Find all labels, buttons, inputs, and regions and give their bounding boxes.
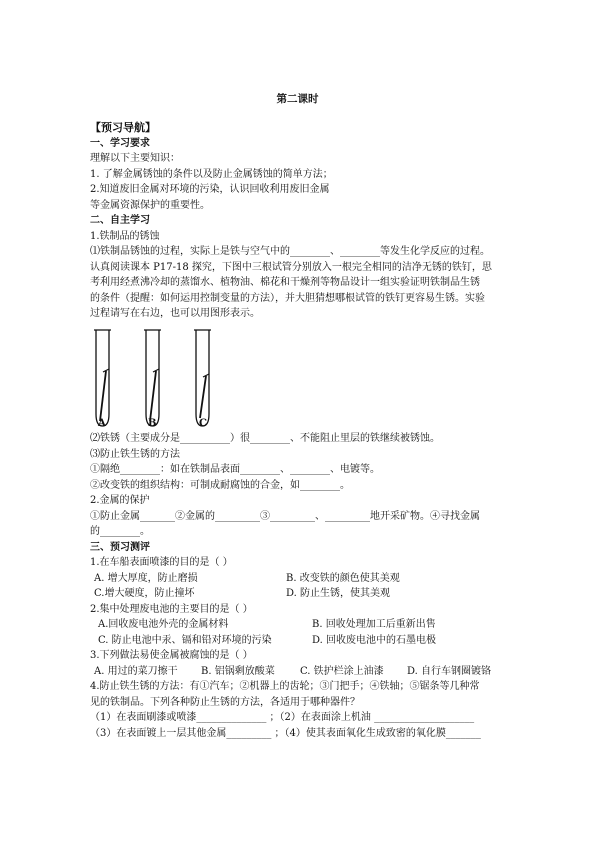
q2-option-a: A.回收废电池外壳的金属材料 [98,619,229,630]
rust-description: ⑵铁锈（主要成分是__________）很________、不能阻止里层的铁继续被锈蚀。 [90,433,440,444]
iron-nail-c [200,376,206,418]
q3-option-a: A. 用过的菜刀擦干 [94,666,178,677]
q3-option-b: B. 铝锅剩放酸菜 [201,666,275,677]
question-4-line2: 见的铁制品。下列各种防止生锈的方法，各适用于哪种器件？ [90,697,360,708]
tube-label-c: C [199,418,207,429]
tube-label-a: A [98,418,106,429]
heading-self-study: 二、自主学习 [90,215,150,226]
tube-label-b: B [148,418,157,429]
q1-option-a: A. 增大厚度，防止磨损 [94,573,198,584]
q1-option-d: D. 防止生锈，使其美观 [286,588,391,599]
q3-option-d: D. 自行车钢圈镀铬 [407,666,492,677]
question-4-line1: 4.防止铁生锈的方法：有①汽车；②机器上的齿轮；③门把手；④铁轴；⑤锯条等几种常 [90,681,480,692]
subheading-rusting: 1.铁制品的锈蚀 [90,231,160,242]
protection-line2: 的________。 [90,526,150,537]
experiment-text-line1: 认真阅读课本 P17-18 探究，下图中三根试管分别放入一根完全相同的洁净无锈的铁钉，思 [90,262,492,273]
test-tube-b [144,330,161,426]
heading-preview-test: 三、预习测评 [90,542,150,553]
iron-nail-b [150,371,156,421]
question-3: 3.下列做法易使金属被腐蚀的是（ ） [90,650,253,661]
prevention-heading: ⑶防止铁生锈的方法 [90,449,180,460]
question-1: 1.在车船表面喷漆的目的是（ ） [90,557,233,568]
question-4-line3: （1）在表面刷漆或喷漆______________ ；（2）在表面涂上机油 ____________________ [90,712,475,723]
requirement-2-line1: 2.知道废旧金属对环境的污染，认识回收利用废旧金属 [90,184,330,195]
experiment-text-line2: 考利用经煮沸冷却的蒸馏水、植物油、棉花和干燥剂等物品设计一组实验证明铁制品生锈 [90,277,480,288]
test-tube-c [194,330,211,426]
question-2: 2.集中处理废电池的主要目的是（ ） [90,604,253,615]
iron-nail-a [100,371,106,421]
section-header: 【预习导航】 [90,121,156,134]
q3-option-c: C. 铁护栏涂上油漆 [300,666,384,677]
intro-text: 理解以下主要知识： [90,153,180,164]
q2-option-c: C. 防止电池中汞、镉和铅对环境的污染 [98,635,272,646]
requirement-2-line2: 等金属资源保护的重要性。 [90,200,210,211]
prevention-method-1: ①隔绝________：如在铁制品表面________、________、电镀等。 [90,464,380,475]
q2-option-b: B. 回收处理加工后重新出售 [312,619,436,630]
experiment-text-line3: 的条件（提醒：如何运用控制变量的方法），并大胆猜想哪根试管的铁钉更容易生锈。实验 [90,293,485,304]
subheading-protection: 2.金属的保护 [90,495,150,506]
experiment-text-line4: 过程请写在右边，也可以用图形表示。 [90,308,260,319]
page-title: 第二课时 [276,93,319,105]
q1-option-c: C.增大硬度，防止撞坏 [94,588,195,599]
test-tubes-figure [90,326,250,432]
test-tube-a [94,330,111,426]
q2-option-d: D. 回收废电池中的石墨电极 [312,635,437,646]
prevention-method-2: ②改变铁的组织结构：可制成耐腐蚀的合金，如________。 [90,480,350,491]
question-4-line4: （3）在表面镀上一层其他金属_________ ；（4）使其表面氧化生成致密的氧化膜_______ [90,728,481,739]
protection-line1: ①防止金属_______②金属的_________③_________、_________地开采矿物。④寻找金属 [90,511,480,522]
heading-learning-requirements: 一、学习要求 [90,138,150,149]
rusting-process: ⑴铁制品锈蚀的过程，实际上是铁与空气中的________、________等发生化学反应的过程。 [90,246,490,257]
q1-option-b: B. 改变铁的颜色使其美观 [286,573,400,584]
requirement-1: 1. 了解金属锈蚀的条件以及防止金属锈蚀的简单方法； [90,169,333,180]
